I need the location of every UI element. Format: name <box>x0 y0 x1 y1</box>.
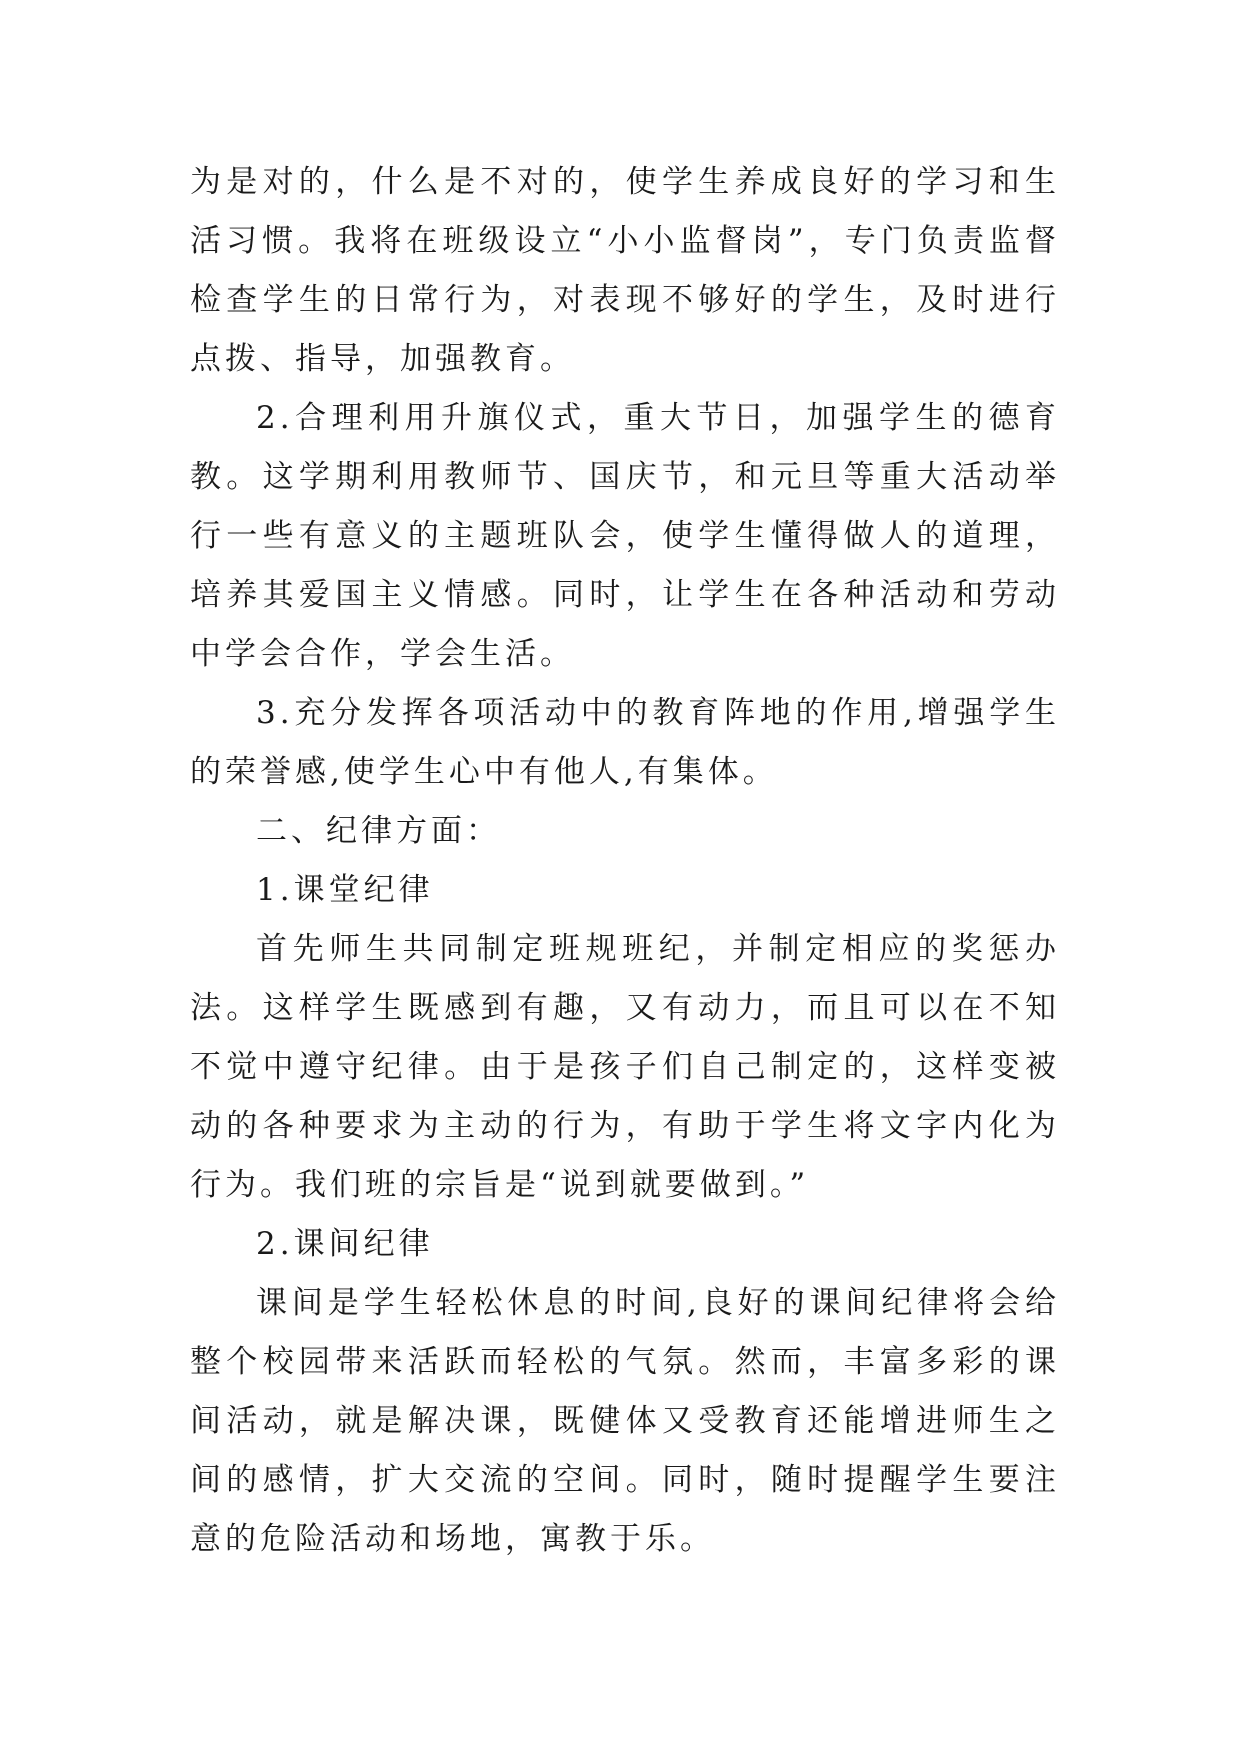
section-heading-discipline: 二、纪律方面： <box>256 813 501 849</box>
paragraph-break-time: 课间是学生轻松休息的时间,良好的课间纪律将会给整个校园带来活跃而轻松的气氛。然而，丰富多彩的课间活动，就是解决课，既健体又受教育还能增进师生之间的感情，扩大交流的空间。同时，随时提醒学生要注意的危险活动和场地，寓教于乐。 <box>190 1285 1060 1557</box>
document-body <box>190 153 1060 1569</box>
subheading-break-discipline: 2.课间纪律 <box>256 1226 434 1262</box>
paragraph-class-rules: 首先师生共同制定班规班纪，并制定相应的奖惩办法。这样学生既感到有趣，又有动力，而且可以在不知不觉中遵守纪律。由于是孩子们自己制定的，这样变被动的各种要求为主动的行为，有助于学生将文字内化为行为。我们班的宗旨是“说到就要做到。” <box>190 931 1060 1203</box>
paragraph-activities: 3.充分发挥各项活动中的教育阵地的作用,增强学生的荣誉感,使学生心中有他人,有集体。 <box>190 695 1060 790</box>
paragraph-flag-ceremony: 2.合理利用升旗仪式，重大节日，加强学生的德育教。这学期利用教师节、国庆节，和元旦等重大活动举行一些有意义的主题班队会，使学生懂得做人的道理，培养其爱国主义情感。同时，让学生在各种活动和劳动中学会合作，学会生活。 <box>190 400 1060 672</box>
paragraph-habits: 为是对的，什么是不对的，使学生养成良好的学习和生活习惯。我将在班级设立“小小监督岗”，专门负责监督检查学生的日常行为，对表现不够好的学生，及时进行点拨、指导，加强教育。 <box>190 164 1060 377</box>
subheading-classroom-discipline: 1.课堂纪律 <box>256 872 434 908</box>
